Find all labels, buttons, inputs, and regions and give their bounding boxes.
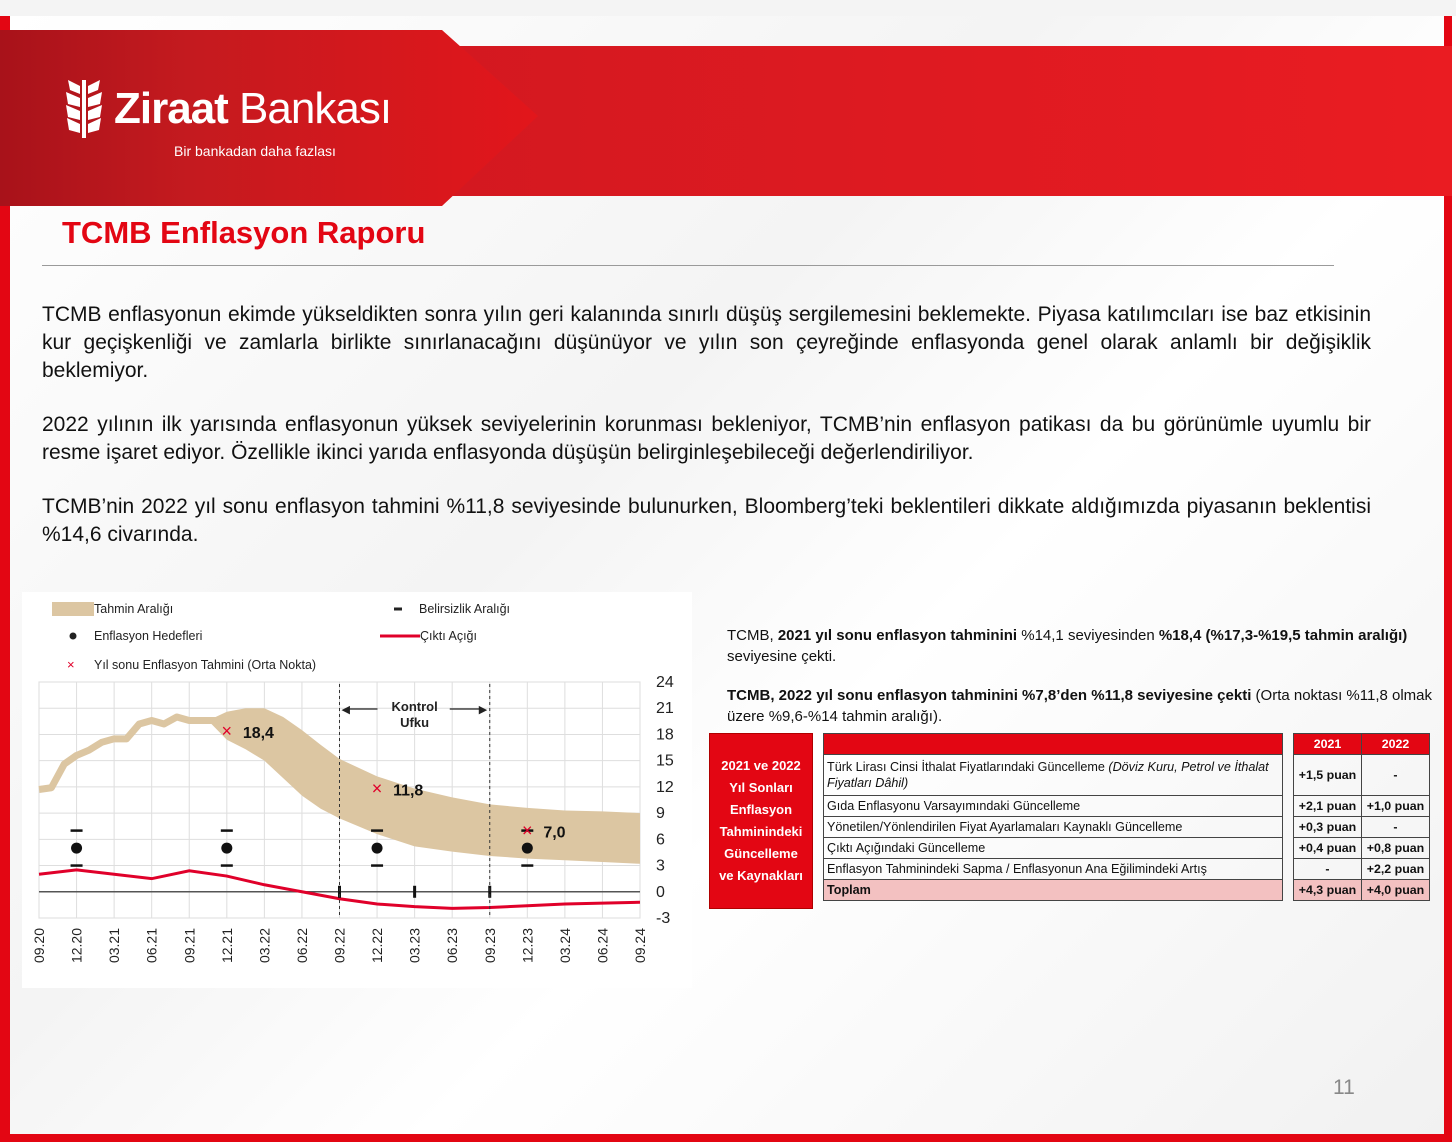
value-cell: +0,3 puan <box>1294 817 1362 838</box>
table-side-label: 2021 ve 2022 Yıl Sonları Enflasyon Tahminindeki Güncelleme ve Kaynakları <box>709 733 813 909</box>
paragraph-1: TCMB enflasyonun ekimde yükseldikten sonra yılın geri kalanında sınırlı düşüş sergilemesini beklemekte. Piyasa katılımcıları ise baz etkisinin kur geçişkenliği ve zamlarla birlikte sınırlanacağını düşünüyor ve yılın son çeyreğinde enflasyonda genel olarak anlamlı bir değişiklik beklemiyor. <box>42 303 1371 382</box>
x-tick-label: 12.21 <box>218 928 235 964</box>
x-tick-label: 09.24 <box>632 928 648 964</box>
top-strip <box>0 0 1456 16</box>
table-row: Türk Lirası Cinsi İthalat Fiyatlarındaki Güncelleme (Döviz Kuru, Petrol ve İthalat Fiyatları Dâhil) <box>824 755 1283 796</box>
y-tick-label: -3 <box>656 910 671 927</box>
y-tick-label: 6 <box>656 831 665 849</box>
total-cell: +4,3 puan <box>1294 880 1362 901</box>
col-2022: 2022 <box>1362 734 1430 755</box>
control-horizon-label: Kontrol <box>391 699 438 714</box>
brand-tagline: Bir bankadan daha fazlası <box>174 143 336 159</box>
y-tick-label: 9 <box>656 805 665 823</box>
page-title: TCMB Enflasyon Raporu <box>62 215 426 250</box>
y-tick-label: 3 <box>656 857 665 875</box>
year-end-forecast-label: 11,8 <box>393 782 424 800</box>
x-tick-label: 12.23 <box>519 928 536 964</box>
table-row: Gıda Enflasyonu Varsayımındaki Güncelleme <box>824 796 1283 817</box>
value-cell: - <box>1294 859 1362 880</box>
x-tick-label: 06.22 <box>293 928 310 964</box>
inflation-target-point <box>522 843 533 854</box>
legend-range-label: Tahmin Aralığı <box>94 602 174 616</box>
x-tick-label: 06.24 <box>594 928 611 964</box>
x-tick-label: 03.21 <box>106 928 123 964</box>
x-tick-label: 09.23 <box>481 928 498 964</box>
note-2021: TCMB, 2021 yıl sonu enflasyon tahminini %14,1 seviyesinden %18,4 (%17,3-%19,5 tahmin aralığı) seviyesine çekti. <box>727 627 1408 665</box>
legend-output-gap-label: Çıktı Açığı <box>420 629 477 643</box>
note-2022: TCMB, 2022 yıl sonu enflasyon tahminini %7,8’den %11,8 seviyesine çekti (Orta noktası %11,8 olmak üzere %9,6-%14 tahmin aralığı). <box>727 687 1433 725</box>
value-cell: +2,2 puan <box>1362 859 1430 880</box>
x-tick-label: 03.22 <box>256 928 273 964</box>
legend-targets-label: Enflasyon Hedefleri <box>94 629 203 643</box>
wheat-icon <box>64 78 104 140</box>
inflation-chart-svg <box>22 592 692 988</box>
col-2021: 2021 <box>1294 734 1362 755</box>
table-row: Enflasyon Tahminindeki Sapma / Enflasyonun Ana Eğilimindeki Artış <box>824 859 1283 880</box>
y-tick-label: 18 <box>656 726 674 744</box>
table-row: Çıktı Açığındaki Güncelleme <box>824 838 1283 859</box>
y-tick-label: 12 <box>656 778 674 796</box>
x-tick-label: 03.23 <box>406 928 423 964</box>
value-cell: +1,5 puan <box>1294 755 1362 796</box>
y-tick-label: 21 <box>656 700 674 718</box>
inflation-target-point <box>372 843 383 854</box>
year-end-forecast-label: 18,4 <box>242 724 274 742</box>
year-end-forecast-marker: × <box>221 720 233 741</box>
sources-table <box>823 733 1283 901</box>
control-horizon-arrowhead-right: ▶ <box>478 704 488 716</box>
value-cell: - <box>1362 817 1430 838</box>
year-end-forecast-marker: × <box>522 820 533 841</box>
page-number: 11 <box>1333 1076 1355 1099</box>
total-cell: +4,0 puan <box>1362 880 1430 901</box>
value-cell: - <box>1362 755 1430 796</box>
value-cell: +0,4 puan <box>1294 838 1362 859</box>
brand-name: Ziraat Bankası <box>114 84 392 133</box>
x-tick-label: 06.21 <box>143 928 160 964</box>
x-tick-label: 09.21 <box>181 928 198 964</box>
y-tick-label: 0 <box>656 883 665 901</box>
y-tick-label: 15 <box>656 752 674 770</box>
x-tick-label: 09.20 <box>31 928 47 964</box>
x-tick-label: 03.24 <box>556 928 573 964</box>
legend-year-end-label: Yıl sonu Enflasyon Tahmini (Orta Nokta) <box>94 658 317 672</box>
year-end-forecast-label: 7,0 <box>543 824 566 842</box>
x-tick-label: 12.20 <box>68 928 85 964</box>
sources-header <box>824 734 1283 755</box>
value-cell: +1,0 puan <box>1362 796 1430 817</box>
title-divider <box>42 265 1334 266</box>
y-tick-label: 24 <box>656 674 674 691</box>
inflation-target-point <box>221 843 232 854</box>
legend-uncertainty-label: Belirsizlik Aralığı <box>419 602 510 616</box>
inflation-chart <box>22 592 692 988</box>
year-end-forecast-marker: × <box>371 778 383 799</box>
value-cell: +2,1 puan <box>1294 796 1362 817</box>
values-table <box>1293 733 1430 901</box>
table-row: Yönetilen/Yönlendirilen Fiyat Ayarlamaları Kaynaklı Güncelleme <box>824 817 1283 838</box>
legend-year-end-marker: × <box>67 657 75 672</box>
x-tick-label: 12.22 <box>369 928 386 964</box>
x-tick-label: 06.23 <box>444 928 461 964</box>
control-horizon-label: Ufku <box>400 715 430 730</box>
paragraph-3: TCMB’nin 2022 yıl sonu enflasyon tahmini %11,8 seviyesinde bulunurken, Bloomberg’teki beklentileri dikkate aldığımızda piyasanın beklentisi %14,6 civarında. <box>42 495 1371 546</box>
legend-range-swatch <box>52 602 94 616</box>
inflation-target-point <box>71 843 82 854</box>
x-tick-label: 09.22 <box>331 928 348 964</box>
legend-targets-marker <box>70 633 77 640</box>
value-cell: +0,8 puan <box>1362 838 1430 859</box>
table-total-row: Toplam <box>824 880 1283 901</box>
control-horizon-arrowhead-left: ◀ <box>341 704 350 716</box>
brand-logo <box>64 78 391 140</box>
paragraph-2: 2022 yılının ilk yarısında enflasyonun yüksek seviyelerinin korunması bekleniyor, TCMB’nin enflasyon patikası da bu görünümle uyumlu bir resme işaret ediyor. Özellikle ikinci yarıda enflasyonda düşüşün belirginleşebileceği değerlendiriliyor. <box>42 413 1371 464</box>
